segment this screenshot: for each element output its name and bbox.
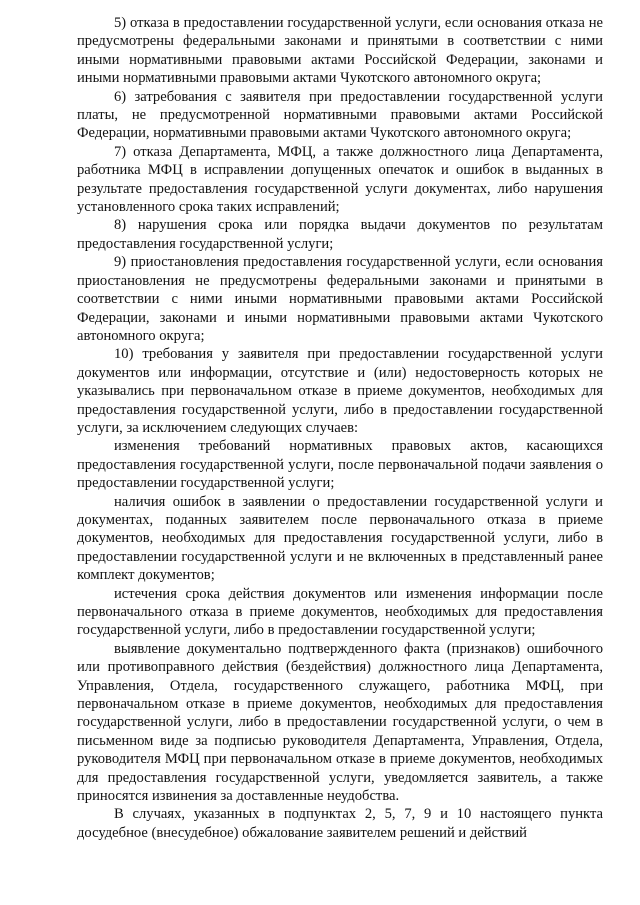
- paragraph-exception-3: истечения срока действия документов или изменения информации после первоначального отказа в приеме документов, необходимых для предоставления государственной услуги, либо в предоставлении государственной услуги;: [77, 585, 603, 639]
- document-page: [77, 14, 603, 842]
- paragraph-exception-1: изменения требований нормативных правовых актов, касающихся предоставления государственной услуги, после первоначальной подачи заявления о предоставлении государственной услуги;: [77, 438, 603, 492]
- paragraph-item-10: 10) требования у заявителя при предоставлении государственной услуги документов или информации, отсутствие и (или) недостоверность которых не указывались при первоначальном отказе в приеме документов, необходимых для предоставления государственной услуги, либо в предоставлении государственной услуги, за исключением следующих случаев:: [77, 346, 603, 436]
- paragraph-item-7: 7) отказа Департамента, МФЦ, а также должностного лица Департамента, работника МФЦ в исправлении допущенных опечаток и ошибок в выданных в результате предоставления государственной услуги документах, либо нарушения установленного срока таких исправлений;: [77, 143, 603, 216]
- paragraph-exception-4: выявление документально подтвержденного факта (признаков) ошибочного или противоправного действия (бездействия) должностного лица Департамента, Управления, Отдела, государственного служащего, работника МФЦ, при первоначальном отказе в приеме документов, необходимых для предоставления государственной услуги, либо в предоставлении государственной услуги, о чем в письменном виде за подписью руководителя Департамента, Управления, Отдела, руководителя МФЦ при первоначальном отказе в приеме документов, необходимых для предоставления государственной услуги, уведомляется заявитель, а также приносятся извинения за доставленные неудобства.: [77, 640, 603, 805]
- paragraph-item-9: 9) приостановления предоставления государственной услуги, если основания приостановления не предусмотрены федеральными законами и принятыми в соответствии с ними иными нормативными правовыми актами Российской Федерации, законами и иными нормативными правовыми актами Чукотского автономного округа;: [77, 254, 603, 344]
- paragraph-item-6: 6) затребования с заявителя при предоставлении государственной услуги платы, не предусмотренной нормативными правовыми актами Российской Федерации, нормативными правовыми актами Чукотского автономного округа;: [77, 88, 603, 142]
- paragraph-item-5: 5) отказа в предоставлении государственной услуги, если основания отказа не предусмотрены федеральными законами и принятыми в соответствии с ними иными нормативными правовыми актами Российской Федерации, законами и иными нормативными правовыми актами Чукотского автономного округа;: [77, 15, 603, 87]
- paragraph-exception-2: наличия ошибок в заявлении о предоставлении государственной услуги и документах, поданных заявителем после первоначального отказа в приеме документов, необходимых для предоставления государственной услуги, либо в предоставлении государственной услуги и не включенных в представленный ранее комплект документов;: [77, 493, 603, 584]
- paragraph-item-8: 8) нарушения срока или порядка выдачи документов по результатам предоставления государственной услуги;: [77, 217, 603, 252]
- paragraph-appeal-note: В случаях, указанных в подпунктах 2, 5, 7, 9 и 10 настоящего пункта досудебное (внесудебное) обжалование заявителем решений и действий: [77, 806, 603, 841]
